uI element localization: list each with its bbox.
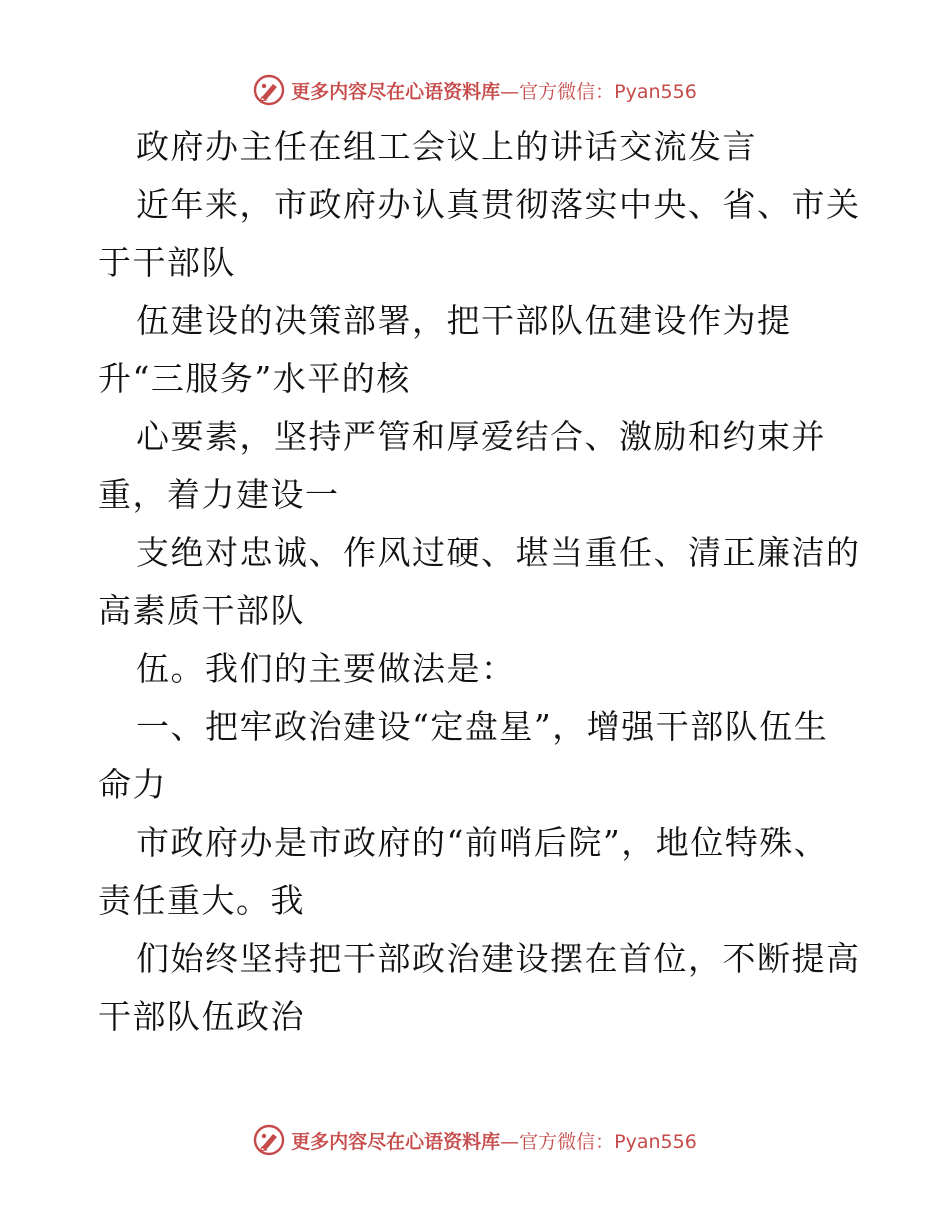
- text-line: 重，着力建设一: [98, 475, 340, 514]
- text-line: 高素质干部队: [98, 591, 305, 630]
- watermark-label: 更多内容尽在心语资料库: [291, 80, 501, 103]
- pen-logo-icon: [253, 74, 285, 106]
- text-line: 们始终坚持把干部政治建设摆在首位，不断提高: [136, 939, 861, 978]
- text-line: 责任重大。我: [98, 881, 305, 920]
- pen-logo-icon: [253, 1124, 285, 1156]
- watermark-contact: —官方微信：Pyan556: [500, 80, 697, 103]
- watermark-label: 更多内容尽在心语资料库: [291, 1130, 501, 1153]
- text-line: 伍。我们的主要做法是：: [136, 649, 516, 688]
- text-line: 近年来，市政府办认真贯彻落实中央、省、市关: [136, 185, 861, 224]
- text-line: 升“三服务”水平的核: [98, 359, 411, 398]
- text-line: 于干部队: [98, 243, 236, 282]
- text-line: 干部队伍政治: [98, 997, 305, 1036]
- footer-watermark: [0, 1122, 950, 1158]
- text-line: 伍建设的决策部署，把干部队伍建设作为提: [136, 301, 792, 340]
- text-line: 市政府办是市政府的“前哨后院”，地位特殊、: [136, 823, 829, 862]
- text-line: 支绝对忠诚、作风过硬、堪当重任、清正廉洁的: [136, 533, 861, 572]
- text-line: 心要素，坚持严管和厚爱结合、激励和约束并: [136, 417, 826, 456]
- section-heading: 一、把牢政治建设“定盘星”，增强干部队伍生: [136, 707, 829, 746]
- document-body: [98, 118, 861, 1046]
- document-title: 政府办主任在组工会议上的讲话交流发言: [136, 127, 757, 166]
- text-line: 命力: [98, 765, 167, 804]
- header-watermark: [0, 72, 950, 108]
- watermark-contact: —官方微信：Pyan556: [500, 1130, 697, 1153]
